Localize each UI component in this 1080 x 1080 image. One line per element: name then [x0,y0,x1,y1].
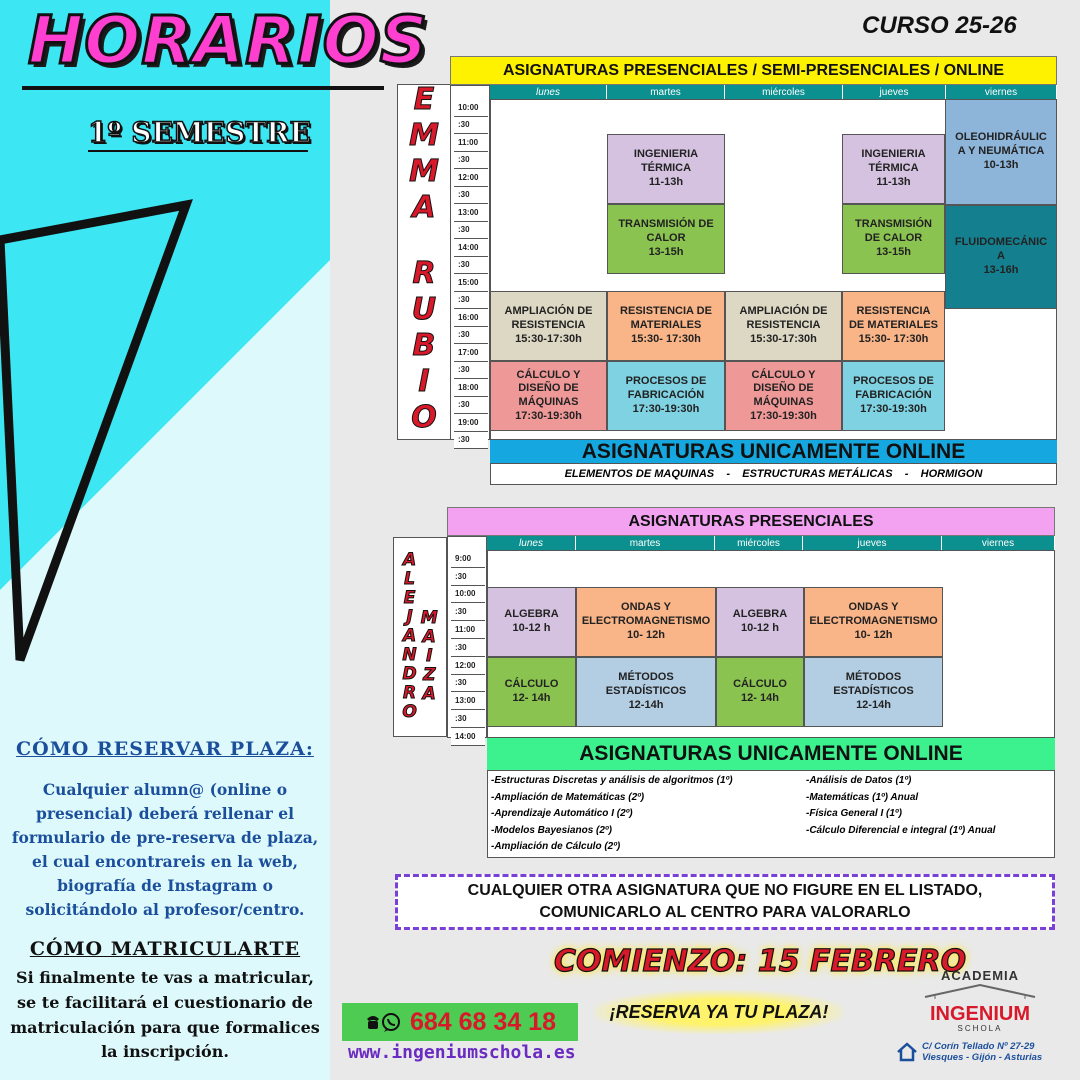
time-slot: :30 [454,187,488,205]
day-friday: viernes [946,85,1057,99]
time-slot: 14:00 [451,728,485,746]
time-slot: :30 [451,568,485,586]
day-thursday: jueves [843,85,946,99]
class-procesos-fabricacion-jueves: PROCESOS DE FABRICACIÓN 17:30-19:30h [842,361,945,431]
schedule2-header: ASIGNATURAS PRESENCIALES [447,507,1055,536]
class-ampliacion-resistencia-miercoles: AMPLIACIÓN DE RESISTENCIA 15:30-17:30h [725,291,842,361]
reserve-cta-label: ¡RESERVA YA TU PLAZA! [609,1001,829,1022]
time-slot: :30 [451,603,485,621]
teacher-last-name [411,256,437,439]
semester-label: 1º SEMESTRE [88,116,311,149]
time-slot: 10:00 [454,99,488,117]
logo-top-text: ACADEMIA [940,968,1020,983]
day-friday-2: viernes [942,536,1055,550]
start-date: COMIENZO: 15 FEBRERO [554,944,967,979]
schedule1-days [490,85,1057,99]
time-slot: 12:00 [454,169,488,187]
schedule2-online-header: ASIGNATURAS UNICAMENTE ONLINE [487,738,1055,770]
time-slot: 15:00 [454,274,488,292]
reserve-cta[interactable] [594,990,844,1034]
time-slot: 11:00 [454,134,488,152]
schedule1-times [454,99,488,449]
teacher-name-emma-rubio [397,84,451,440]
alejandro-letter: O [402,701,417,722]
time-slot: :30 [454,257,488,275]
time-slot: 10:00 [451,586,485,604]
emma-letter: M [409,118,439,153]
time-slot: 12:00 [451,657,485,675]
time-slot: :30 [454,362,488,380]
class-metodos-martes: MÉTODOS ESTADÍSTICOS 12-14h [576,657,716,727]
online-subject: -Aprendizaje Automático I (2º) [491,808,633,819]
note-line-2: COMUNICARLO AL CENTRO PARA VALORARLO [539,904,911,921]
online-subject: -Análisis de Datos (1º) [806,775,912,786]
alejandro-letter: A [402,625,417,646]
time-slot: 14:00 [454,239,488,257]
enroll-text: Si finalmente te vas a matricular, se te facilitará el cuestionario de matriculación para que formalices la inscripción. [10,968,320,1062]
day-tuesday-2: martes [576,536,715,550]
online-subject: -Ampliación de Cálculo (2º) [491,841,621,852]
class-metodos-jueves: MÉTODOS ESTADÍSTICOS 12-14h [804,657,943,727]
maiza-letter: I [426,645,433,666]
class-ondas-jueves: ONDAS Y ELECTROMAGNETISMO 10- 12h [804,587,943,657]
class-ingenieria-termica-martes: INGENIERIA TÉRMICA 11-13h [607,134,725,204]
maiza-letter: Z [423,664,436,685]
time-slot: 9:00 [451,550,485,568]
class-ingenieria-termica-jueves: INGENIERIA TÉRMICA 11-13h [842,134,945,204]
note-line-1: CUALQUIER OTRA ASIGNATURA QUE NO FIGURE EN EL LISTADO, [467,882,983,900]
time-slot: 17:00 [454,344,488,362]
schedule1-online-subjects: ELEMENTOS DE MAQUINAS - ESTRUCTURAS METÁLICAS - HORMIGON [490,463,1057,485]
time-slot: :30 [454,292,488,310]
class-transmision-calor-martes: TRANSMISIÓN DE CALOR 13-15h [607,204,725,274]
teacher-first-name [409,82,439,229]
home-icon [896,1042,918,1062]
online-subject: -Modelos Bayesianos (2º) [491,824,612,836]
triangle-decoration [0,190,200,670]
rubio-letter: U [411,292,437,327]
online-subject: -Ampliación de Matemáticas (2º) [491,791,645,803]
rubio-letter: O [411,400,437,435]
rubio-letter: R [412,256,436,291]
address-line-2: Viesques - Gijón - Asturias [922,1052,1043,1064]
maiza-letter: M [420,607,438,628]
online-subject: -Estructuras Discretas y análisis de algoritmos (1º) [491,775,733,786]
logo-main-text: INGENIUM [930,1003,1030,1025]
class-algebra-lunes: ALGEBRA 10-12 h [487,587,576,657]
time-slot: 18:00 [454,379,488,397]
online-subject: -Matemáticas (1º) Anual [806,791,919,803]
class-ondas-martes: ONDAS Y ELECTROMAGNETISMO 10- 12h [576,587,716,657]
page-title: HORARIOS [28,2,429,79]
class-calculo-miercoles: CÁLCULO 12- 14h [716,657,804,727]
time-slot: :30 [454,327,488,345]
alejandro-letter: A [402,549,417,570]
day-tuesday: martes [607,85,725,99]
day-thursday-2: jueves [803,536,942,550]
day-monday: lunes [490,85,607,99]
time-slot: :30 [454,432,488,450]
schedule2-days [487,536,1055,550]
enroll-title: CÓMO MATRICULARTE [29,938,301,960]
time-slot: 16:00 [454,309,488,327]
time-slot: :30 [454,397,488,415]
time-slot: 11:00 [451,621,485,639]
class-algebra-miercoles: ALGEBRA 10-12 h [716,587,804,657]
phone-number: 684 68 34 18 [410,1007,556,1036]
alejandro-letter: D [402,663,417,684]
class-resistencia-materiales-jueves: RESISTENCIA DE MATERIALES 15:30- 17:30h [842,291,945,361]
emma-letter: A [412,190,436,225]
emma-letter: E [413,82,435,117]
teacher-first-name-2 [402,549,417,723]
time-slot: 19:00 [454,414,488,432]
alejandro-letter: E [403,587,416,608]
online-subject: -Física General I (1º) [806,808,902,819]
phone-box[interactable] [342,1003,578,1041]
academy-logo [915,968,1045,1038]
maiza-letter: A [422,683,436,704]
schedule1-online-header: ASIGNATURAS UNICAMENTE ONLINE [490,440,1057,463]
alejandro-letter: J [406,606,413,627]
class-transmision-calor-jueves: TRANSMISIÓN DE CALOR 13-15h [842,204,945,274]
alejandro-letter: N [402,644,417,665]
rubio-letter: I [418,364,430,399]
maiza-letter: A [422,626,436,647]
class-ampliacion-resistencia-lunes: AMPLIACIÓN DE RESISTENCIA 15:30-17:30h [490,291,607,361]
logo-roof-icon [915,983,1045,999]
time-slot: 13:00 [451,692,485,710]
phone-whatsapp-icon [364,1011,402,1033]
course-label: CURSO 25-26 [862,12,1017,39]
class-resistencia-materiales-martes: RESISTENCIA DE MATERIALES 15:30- 17:30h [607,291,725,361]
class-calculo-diseno-miercoles: CÁLCULO Y DISEÑO DE MÁQUINAS 17:30-19:30h [725,361,842,431]
online-list-left [491,773,733,856]
time-slot: :30 [451,710,485,728]
time-slot: :30 [451,639,485,657]
alejandro-letter: L [404,568,415,589]
time-slot: :30 [454,222,488,240]
reserve-title: CÓMO RESERVAR PLAZA: [16,738,314,760]
emma-letter: M [409,154,439,189]
online-list-right [806,773,995,839]
schedule1-header: ASIGNATURAS PRESENCIALES / SEMI-PRESENCIALES / ONLINE [450,56,1057,85]
rubio-letter: B [412,328,436,363]
reserve-text: Cualquier alumn@ (online o presencial) deberá rellenar el formulario de pre-reserva de plaza, el cual encontrareis en la web, biografía de Instagram o solicitándolo al profesor/centro. [11,780,319,920]
logo-sub-text: SCHOLA [957,1024,1003,1033]
class-calculo-diseno-lunes: CÁLCULO Y DISEÑO DE MÁQUINAS 17:30-19:30h [490,361,607,431]
other-subjects-note [395,874,1055,930]
website-link[interactable]: www.ingeniumschola.es [348,1042,576,1063]
day-monday-2: lunes [487,536,576,550]
day-wednesday: miércoles [725,85,843,99]
alejandro-letter: R [402,682,417,703]
class-oleohidraulica-viernes: OLEOHIDRÁULIC A Y NEUMÁTICA 10-13h [945,99,1057,205]
address [922,1041,1042,1064]
online-subject: -Cálculo Diferencial e integral (1º) Anual [806,824,996,836]
schedule2-online-body [487,770,1055,858]
schedule2-times [451,550,485,746]
teacher-name-alejandro-maiza [393,537,447,737]
time-slot: 13:00 [454,204,488,222]
class-calculo-lunes: CÁLCULO 12- 14h [487,657,576,727]
day-wednesday-2: miércoles [715,536,803,550]
class-fluidomecanica-viernes: FLUIDOMECÁNIC A 13-16h [945,205,1057,309]
class-procesos-fabricacion-martes: PROCESOS DE FABRICACIÓN 17:30-19:30h [607,361,725,431]
time-slot: :30 [454,117,488,135]
semester-underline [88,150,308,152]
teacher-last-name-2 [420,607,438,705]
title-underline [22,86,384,90]
time-slot: :30 [451,675,485,693]
address-line-1: C/ Corín Tellado Nº 27-29 [922,1041,1035,1052]
time-slot: :30 [454,152,488,170]
